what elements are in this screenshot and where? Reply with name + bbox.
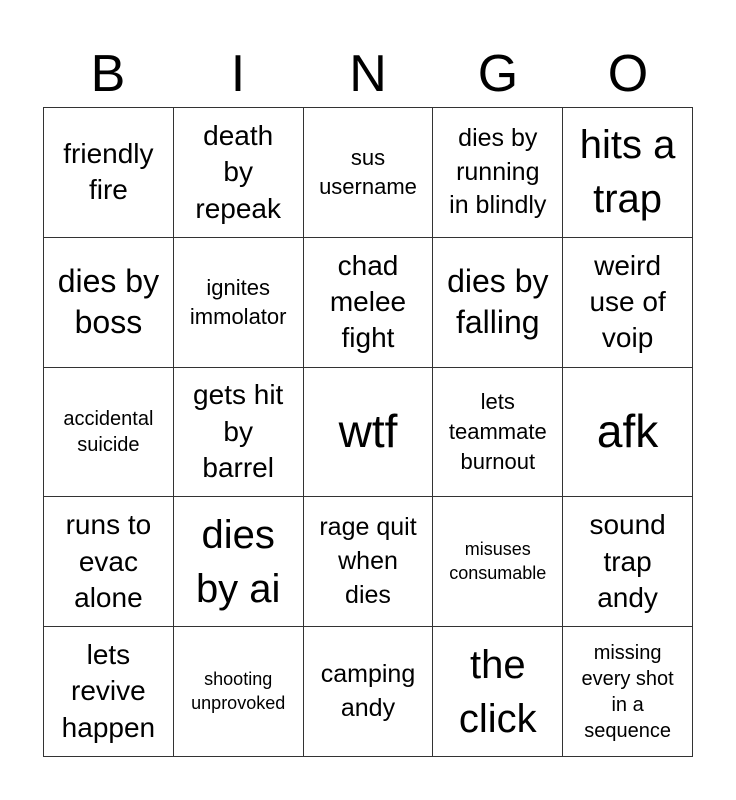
bingo-cell[interactable] [433, 497, 563, 627]
bingo-cell-text: wtf [338, 405, 398, 458]
bingo-cell-text: sound trap andy [589, 509, 666, 613]
bingo-cell[interactable] [304, 627, 434, 757]
header-letter-o: O [607, 45, 649, 103]
bingo-cell-text: dies by boss [57, 262, 160, 341]
bingo-cell-text: missing every shot in a sequence [581, 641, 674, 742]
bingo-cell[interactable] [174, 497, 304, 627]
bingo-cell[interactable] [563, 497, 693, 627]
bingo-cell-text: gets hit by barrel [193, 379, 284, 484]
bingo-cell-text: lets revive happen [61, 639, 156, 743]
bingo-cell-text: death by repeak [195, 119, 281, 224]
bingo-cell-text: sus username [319, 144, 417, 200]
bingo-cell-text: ignites immolator [189, 274, 287, 330]
bingo-cell[interactable] [433, 368, 563, 498]
bingo-cell[interactable] [563, 627, 693, 757]
bingo-cell[interactable] [304, 368, 434, 498]
bingo-cell-text: dies by running in blindly [449, 123, 547, 220]
bingo-cell-text: lets teammate burnout [448, 389, 547, 474]
header-letter-i: I [230, 45, 246, 103]
bingo-cell[interactable] [174, 238, 304, 368]
bingo-cell-text: weird use of voip [589, 249, 666, 354]
bingo-cell[interactable] [44, 238, 174, 368]
bingo-cell[interactable] [433, 238, 563, 368]
bingo-cell-text: chad melee fight [329, 249, 407, 354]
bingo-cell-text: accidental suicide [63, 407, 154, 456]
bingo-cell-text: the click [458, 642, 537, 741]
header-letter-g: G [477, 45, 519, 103]
bingo-cell-text: dies by falling [447, 262, 549, 341]
header-letter-b: B [90, 45, 126, 103]
bingo-cell-text: rage quit when dies [319, 513, 417, 609]
bingo-header [43, 40, 693, 108]
bingo-cell-text: runs to evac alone [65, 509, 152, 613]
bingo-board [43, 107, 693, 757]
header-letter-n: N [349, 45, 387, 103]
bingo-cell[interactable] [44, 627, 174, 757]
bingo-cell[interactable] [563, 368, 693, 498]
bingo-cell[interactable] [433, 108, 563, 238]
bingo-cell[interactable] [174, 627, 304, 757]
bingo-cell-text: camping andy [320, 659, 416, 722]
bingo-cell[interactable] [304, 108, 434, 238]
bingo-cell-text: misuses consumable [449, 539, 547, 583]
bingo-cell-text: hits a trap [579, 123, 676, 222]
bingo-cell[interactable] [433, 627, 563, 757]
bingo-cell[interactable] [44, 497, 174, 627]
bingo-cell[interactable] [44, 108, 174, 238]
bingo-cell[interactable] [563, 108, 693, 238]
bingo-cell-text: dies by ai [195, 512, 281, 611]
bingo-cell[interactable] [304, 238, 434, 368]
bingo-cell-text: friendly fire [63, 138, 154, 206]
bingo-cell-text: afk [596, 405, 659, 458]
bingo-cell[interactable] [174, 368, 304, 498]
bingo-cell[interactable] [563, 238, 693, 368]
bingo-cell[interactable] [304, 497, 434, 627]
bingo-cell[interactable] [174, 108, 304, 238]
bingo-cell[interactable] [44, 368, 174, 498]
bingo-cell-text: shooting unprovoked [191, 669, 286, 713]
